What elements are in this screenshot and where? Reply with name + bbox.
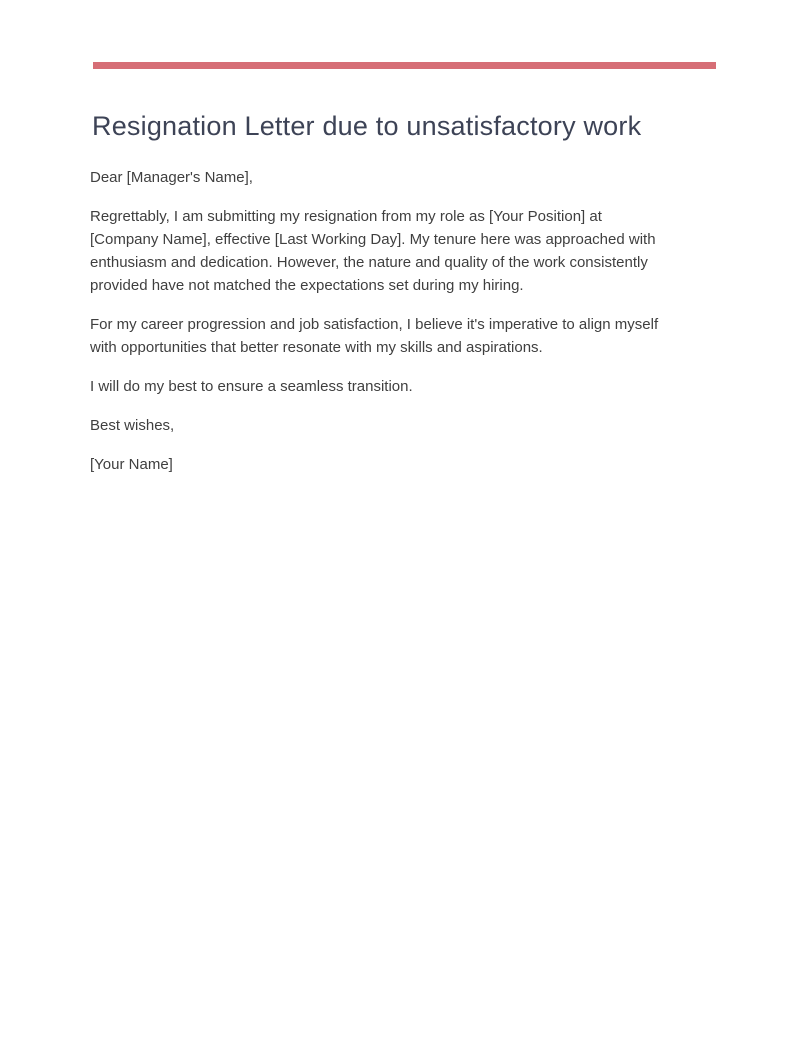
top-accent-bar — [93, 62, 716, 69]
letter-title: Resignation Letter due to unsatisfactory work — [92, 111, 642, 141]
letter-paragraph-career: For my career progression and job satisfaction, I believe it's imperative to align myself with opportunities that better resonate with my skills and aspirations. — [90, 316, 659, 356]
letter-paragraph-transition: I will do my best to ensure a seamless transition. — [90, 378, 413, 395]
letter-paragraph-resignation: Regrettably, I am submitting my resignation from my role as [Your Position] at [Company Name], effective [Last Working Day]. My tenure here was approached with enthusiasm and dedication. However, the nature and quality of the work consistently provided have not matched the expectations set during my hiring. — [90, 208, 656, 294]
letter-body — [90, 166, 672, 492]
letter-salutation: Dear [Manager's Name], — [90, 169, 253, 186]
letter-signature: [Your Name] — [90, 456, 173, 473]
letter-closing: Best wishes, — [90, 417, 175, 434]
